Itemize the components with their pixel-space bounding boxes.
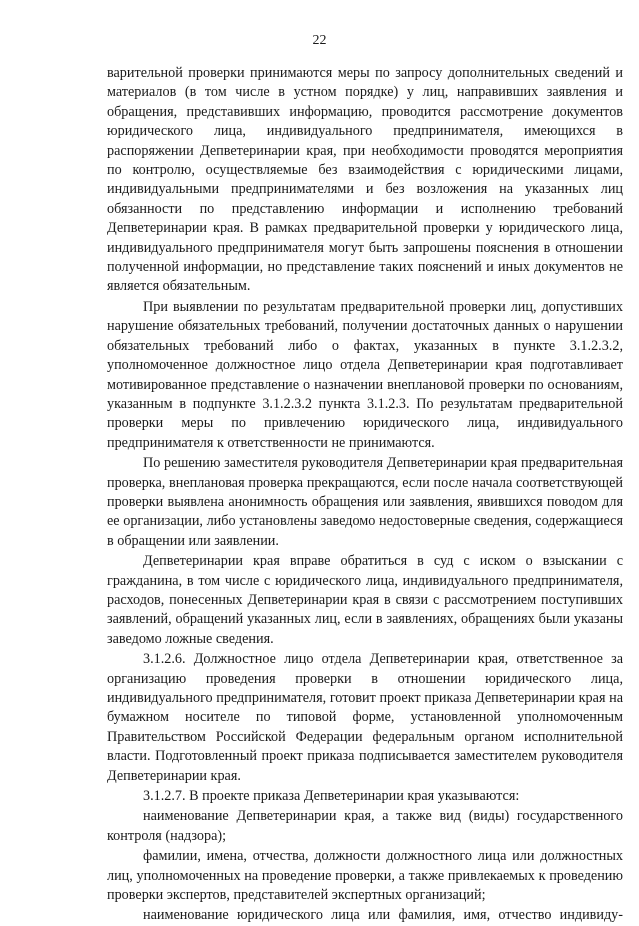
paragraph-court-claim: Депветеринарии края вправе обратиться в суд с иском о взыскании с гражданина, в том числе с юридического лица, индивидуального предпринимателя, расходов, понесенных Депветеринарии края в связи с рассмотрением поступивших заявлений, обращений указанных лиц, если в заявлениях, обращениях были указаны заведомо ложные сведения. xyxy=(107,553,623,647)
paragraph-violation-detection: При выявлении по результатам предварительной проверки лиц, допустивших нарушение обязательных требований, получении достаточных данных о нарушении обязательных требований либо о фактах, указанных в пункте 3.1.2.3.2, уполномоченное должностное лицо отдела Депветеринарии края подготавливает мотивированное представление о назначении внеплановой проверки по основаниям, указанным в подпункте 3.1.2.3.2 пункта 3.1.2.3. По результатам предварительной проверки меры по привлечению юридического лица, индивидуального предпринимателя к ответственности не принимаются. xyxy=(107,298,623,451)
paragraph-agency-name: наименование Депветеринарии края, а также вид (виды) государственного контроля (надзора); xyxy=(107,808,623,844)
page-number: 22 xyxy=(312,33,327,48)
paragraph-officials: фамилии, имена, отчества, должности должностного лица или должностных лиц, уполномоченных на проведение проверки, а также привлекаемых к проведению проверки экспертов, представителей экспертных организаций; xyxy=(107,848,623,904)
paragraph-inspection-termination: По решению заместителя руководителя Депветеринарии края предварительная проверка, внеплановая проверка прекращаются, если после начала соответствующей проверки выявлена анонимность обращения или заявления, явившихся поводом для ее организации, либо установлены заведомо недостоверные сведения, содержащиеся в обращении или заявлении. xyxy=(107,455,623,549)
document-body xyxy=(107,64,623,926)
paragraph-entity-name: наименование юридического лица или фамилия, имя, отчество индивиду- xyxy=(143,907,623,924)
paragraph-3-1-2-7: 3.1.2.7. В проекте приказа Депветеринарии края указываются: xyxy=(143,788,520,805)
paragraph-3-1-2-6: 3.1.2.6. Должностное лицо отдела Депветеринарии края, ответственное за организацию проведения проверки в отношении юридического лица, индивидуального предпринимателя, готовит проект приказа Депветеринарии края на бумажном носителе по типовой форме, установленной уполномоченным Правительством Российской Федерации федеральным органом исполнительной власти. Подготовленный проект приказа подписывается заместителем руководителя Депветеринарии края. xyxy=(107,651,623,784)
paragraph-continuation: варительной проверки принимаются меры по запросу дополнительных сведений и материалов (в том числе в устном порядке) у лиц, направивших заявления и обращения, представивших информацию, проводится рассмотрение документов юридического лица, индивидуального предпринимателя, имеющихся в распоряжении Депветеринарии края, при необходимости проводятся мероприятия по контролю, осуществляемые без взаимодействия с юридическими лицами, индивидуальными предпринимателями и без возложения на указанных лиц обязанности по представлению информации и исполнению требований Депветеринарии края. В рамках предварительной проверки у юридического лица, индивидуального предпринимателя могут быть запрошены пояснения в отношении полученной информации, но представление таких пояснений и иных документов не является обязательным. xyxy=(107,65,623,295)
